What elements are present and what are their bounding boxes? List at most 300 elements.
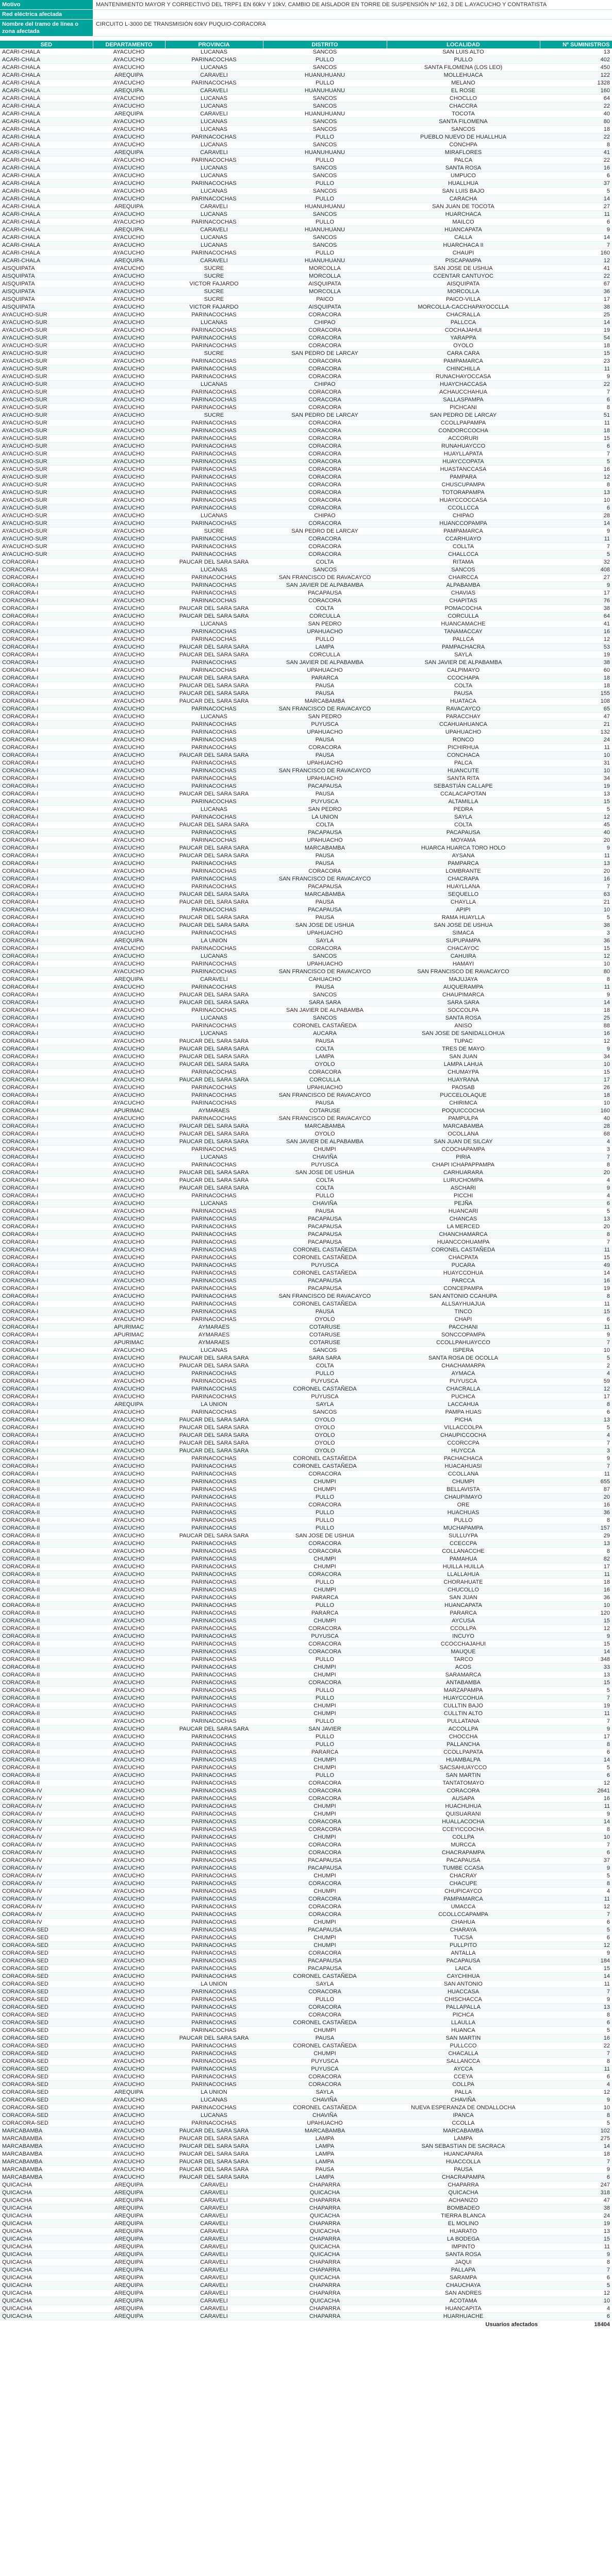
table-cell: SANCOS (263, 164, 387, 172)
table-row (0, 674, 612, 682)
table-cell: CORACORA-I (0, 1014, 93, 1022)
table-cell: CULLTIN BAJO (387, 1702, 540, 1710)
table-row (0, 775, 612, 783)
table-cell: AYACUCHO (93, 396, 165, 404)
table-row (0, 280, 612, 288)
table-cell: PARARCA (263, 1749, 387, 1756)
table-cell: CORACORA-I (0, 852, 93, 860)
table-row (0, 1656, 612, 1664)
table-cell: CORACORA-I (0, 1215, 93, 1223)
table-row (0, 1146, 612, 1154)
table-cell: LUCANAS (165, 95, 263, 103)
table-cell: 9 (540, 1725, 612, 1733)
table-cell: LA UNION (165, 1980, 263, 1988)
table-cell: OYOLO (263, 1130, 387, 1138)
table-cell: AYACUCHO (93, 728, 165, 736)
table-cell: CORACORA-I (0, 929, 93, 937)
table-cell: PARINACOCHAS (165, 1787, 263, 1795)
table-cell: ACARI-CHALA (0, 218, 93, 226)
table-row (0, 728, 612, 736)
table-cell: AYACUCHO (93, 1787, 165, 1795)
table-cell: UPAHUACHO (263, 667, 387, 674)
table-cell: 11 (540, 365, 612, 373)
table-cell: AYACUCHO (93, 512, 165, 520)
table-cell: CORACORA-I (0, 783, 93, 790)
table-row (0, 1973, 612, 1980)
table-cell: AYACUCHO (93, 1416, 165, 1424)
table-row (0, 265, 612, 273)
table-row (0, 164, 612, 172)
table-cell: 9 (540, 1996, 612, 2004)
table-row (0, 157, 612, 164)
table-cell: 24 (540, 736, 612, 744)
table-cell: CORACORA-SED (0, 2027, 93, 2035)
table-cell: AYACUCHO-SUR (0, 327, 93, 334)
table-cell: CHUMPI (263, 1803, 387, 1810)
table-cell: CORACORA-I (0, 1161, 93, 1169)
table-cell: HUAYRANA (387, 1076, 540, 1084)
table-cell: AYACUCHO (93, 365, 165, 373)
table-row (0, 520, 612, 528)
table-cell: BOMBADEO (387, 2205, 540, 2212)
table-row (0, 1756, 612, 1764)
table-cell: CALLA (387, 234, 540, 242)
table-cell: AYACUCHO (93, 350, 165, 358)
table-cell: PARINACOCHAS (165, 1895, 263, 1903)
table-cell: SAYLA (263, 1401, 387, 1409)
table-row (0, 2313, 612, 2320)
table-cell: CORACORA (263, 334, 387, 342)
table-cell: CORACORA-I (0, 860, 93, 868)
table-cell: AYACUCHO (93, 1609, 165, 1617)
table-cell: 5 (540, 1764, 612, 1772)
table-cell: AYACUCHO-SUR (0, 466, 93, 473)
table-cell: AYACUCHO (93, 1625, 165, 1633)
table-cell: CORACORA-I (0, 1285, 93, 1293)
table-cell: 14 (540, 319, 612, 327)
table-cell: CORACORA-II (0, 1733, 93, 1741)
table-cell: CORACORA-I (0, 968, 93, 976)
table-cell: HUANUHUANU (263, 226, 387, 234)
table-cell: CORACORA-IV (0, 1803, 93, 1810)
table-row (0, 1857, 612, 1865)
table-cell: 45 (540, 821, 612, 829)
table-cell: 21 (540, 899, 612, 906)
table-cell: 18 (540, 1092, 612, 1099)
table-cell: CONCHPA (387, 141, 540, 149)
table-cell: 6 (540, 1919, 612, 1926)
table-cell: PAUCAR DEL SARA SARA (165, 1130, 263, 1138)
table-cell: PAUCAR DEL SARA SARA (165, 852, 263, 860)
table-cell: CORACORA-IV (0, 1826, 93, 1834)
table-cell: CORACORA (263, 504, 387, 512)
table-cell: PULLO (263, 1524, 387, 1532)
table-cell: AYACUCHO (93, 1269, 165, 1277)
table-cell: AYACUCHO (93, 829, 165, 837)
table-row (0, 1192, 612, 1200)
table-cell: PULLO (263, 79, 387, 87)
table-row (0, 2212, 612, 2220)
table-cell: AISQUIPATA (0, 273, 93, 280)
table-row (0, 1138, 612, 1146)
table-cell: HUANCAPITA (387, 2305, 540, 2313)
table-cell: 80 (540, 118, 612, 126)
table-cell: CORACORA-SED (0, 1942, 93, 1950)
table-cell: PAUCAR DEL SARA SARA (165, 991, 263, 999)
table-cell: PAICO-VILLA (387, 296, 540, 303)
table-cell: CORONEL CASTAÑEDA (263, 1973, 387, 1980)
table-cell: 8 (540, 2011, 612, 2019)
table-cell: AREQUIPA (93, 203, 165, 211)
table-cell: CHAHUA (387, 1919, 540, 1926)
table-cell: PARINACOCHAS (165, 311, 263, 319)
table-cell: 33 (540, 1664, 612, 1671)
table-cell: AYACUCHO (93, 118, 165, 126)
table-cell: PARINACOCHAS (165, 736, 263, 744)
table-cell: CORACORA-SED (0, 1988, 93, 1996)
table-cell: HUANCAPARA (387, 2150, 540, 2158)
table-cell: CORACORA-I (0, 1432, 93, 1439)
table-cell: SULLUYPA (387, 1532, 540, 1540)
table-cell: 36 (540, 1594, 612, 1602)
table-cell: UPAHUACHO (263, 628, 387, 636)
table-row (0, 1115, 612, 1123)
table-cell: AYACUCHO-SUR (0, 404, 93, 412)
table-cell: PARINACOCHAS (165, 443, 263, 450)
table-cell: LAMPA (263, 643, 387, 651)
table-row (0, 79, 612, 87)
table-row (0, 2251, 612, 2259)
table-cell: CORACORA-I (0, 1362, 93, 1370)
table-cell: RAMA HUAYLLA (387, 914, 540, 922)
table-row (0, 1354, 612, 1362)
table-row (0, 1633, 612, 1640)
table-cell: PACHACHACA (387, 1455, 540, 1463)
table-cell: COTARUSE (263, 1331, 387, 1339)
table-cell: AYACUCHO (93, 875, 165, 883)
table-cell: AYACUCHO (93, 1169, 165, 1177)
table-cell: PARINACOCHAS (165, 582, 263, 589)
table-row (0, 1501, 612, 1509)
table-cell: PAUCAR DEL SARA SARA (165, 1416, 263, 1424)
table-cell: AYACUCHO (93, 1501, 165, 1509)
table-row (0, 1787, 612, 1795)
table-cell: CARAVELI (165, 976, 263, 984)
table-cell: PULLO (263, 249, 387, 257)
table-cell: AYACUCHO (93, 458, 165, 466)
table-cell: AYACUCHO (93, 427, 165, 435)
table-cell: 13 (540, 2004, 612, 2011)
table-cell: 24 (540, 2212, 612, 2220)
table-cell: PAOSAB (387, 1084, 540, 1092)
table-cell: PAUCAR DEL SARA SARA (165, 899, 263, 906)
table-cell: ACOTAMA (387, 2297, 540, 2305)
table-cell: PARINACOCHAS (165, 759, 263, 767)
table-cell: CHAPARRA (263, 2282, 387, 2290)
table-cell: AYACUCHO (93, 1200, 165, 1208)
table-cell: PACAPAUSA (263, 1926, 387, 1934)
table-cell: PULLO (263, 1602, 387, 1609)
table-cell: CORACORA-I (0, 752, 93, 759)
table-row (0, 2027, 612, 2035)
table-row (0, 2004, 612, 2011)
table-cell: AYACUCHO-SUR (0, 481, 93, 489)
table-cell: SAN JAVIER DE ALPABAMBA (263, 1138, 387, 1146)
table-row (0, 543, 612, 551)
table-cell: QUICACHA (263, 2274, 387, 2282)
table-cell: 15 (540, 1308, 612, 1316)
table-cell: PARINACOCHAS (165, 1463, 263, 1470)
table-cell: ACARI-CHALA (0, 118, 93, 126)
table-cell: AYACUCHO (93, 574, 165, 582)
table-cell: AYACUCHO (93, 1130, 165, 1138)
table-cell: CORACORA-I (0, 1045, 93, 1053)
table-cell: PARINACOCHAS (165, 574, 263, 582)
table-cell: AYACUCHO (93, 334, 165, 342)
table-cell: IPANCA (387, 2112, 540, 2120)
table-cell: PICHCANI (387, 404, 540, 412)
table-cell: AYACUCHO (93, 682, 165, 690)
table-cell: SAN FRANCISCO DE RAVACAYCO (263, 1115, 387, 1123)
table-cell: PARINACOCHAS (165, 489, 263, 497)
table-cell: 12 (540, 1625, 612, 1633)
table-cell: PARINACOCHAS (165, 327, 263, 334)
table-cell: AYACUCHO (93, 48, 165, 56)
table-cell: CORACORA (263, 1640, 387, 1648)
table-cell: MORCOLLA-CACCHAPAYOCCLLA (387, 303, 540, 311)
table-cell: 12 (540, 1038, 612, 1045)
table-cell: PARINACOCHAS (165, 1911, 263, 1919)
table-cell: 15 (540, 1617, 612, 1625)
table-cell: 8 (540, 141, 612, 149)
table-header-row (0, 41, 612, 48)
table-cell: AYACUCHO (93, 1517, 165, 1524)
table-cell: PARINACOCHAS (165, 1872, 263, 1880)
table-row (0, 1053, 612, 1061)
table-cell: CHACRAPAMPA (387, 2174, 540, 2181)
table-cell: HUAYLLAPATA (387, 450, 540, 458)
table-row (0, 1038, 612, 1045)
table-cell: SAN ANTONIO CCAHUPA (387, 1293, 540, 1300)
table-row (0, 2143, 612, 2150)
table-cell: CORACORA-I (0, 1354, 93, 1362)
table-cell: AYACUCHO (93, 1285, 165, 1293)
table-cell: AYACUCHO (93, 1509, 165, 1517)
table-cell: AYACUCHO (93, 504, 165, 512)
table-row (0, 1494, 612, 1501)
table-cell: CARAVELI (165, 2220, 263, 2228)
table-cell: AYACUCHO (93, 1780, 165, 1787)
table-cell: 11 (540, 1571, 612, 1579)
table-cell: PAUCAR DEL SARA SARA (165, 1447, 263, 1455)
table-cell: LAICA (387, 1965, 540, 1973)
table-cell: 318 (540, 2189, 612, 2197)
table-cell: CORACORA-I (0, 1339, 93, 1347)
table-cell: PARINACOCHAS (165, 1393, 263, 1401)
table-cell: PARINACOCHAS (165, 1478, 263, 1486)
table-cell: AYACUCHO (93, 1215, 165, 1223)
table-cell: TRES DE MAYO (387, 1045, 540, 1053)
table-cell: PARINACOCHAS (165, 1579, 263, 1586)
table-cell: AYACUCHO (93, 852, 165, 860)
table-cell: AYACUCHO (93, 1733, 165, 1741)
table-cell: PAUCAR DEL SARA SARA (165, 2150, 263, 2158)
table-cell: HUAYCCOHUA (387, 1269, 540, 1277)
table-cell: CORACORA-SED (0, 2104, 93, 2112)
table-cell: MARCABAMBA (0, 2127, 93, 2135)
table-cell: CORACORA-I (0, 1208, 93, 1215)
table-row (0, 103, 612, 110)
table-cell: AYACUCHO (93, 1996, 165, 2004)
table-cell: 247 (540, 2181, 612, 2189)
table-cell: 8 (540, 1231, 612, 1239)
table-cell: PARINACOCHAS (165, 1277, 263, 1285)
table-cell: PULLO (263, 1656, 387, 1664)
table-cell: 20 (540, 1223, 612, 1231)
table-row (0, 883, 612, 891)
table-row (0, 1014, 612, 1022)
table-cell: 14 (540, 999, 612, 1007)
table-cell: 8 (540, 404, 612, 412)
table-cell: CORACORA (263, 311, 387, 319)
table-cell: PARINACOCHAS (165, 1934, 263, 1942)
table-cell: 7 (540, 388, 612, 396)
table-cell: AYACUCHO (93, 2073, 165, 2081)
table-cell: CCOCCHAJAHUI (387, 1640, 540, 1648)
table-row (0, 1424, 612, 1432)
table-row (0, 597, 612, 605)
table-cell: 76 (540, 597, 612, 605)
table-cell: 36 (540, 937, 612, 945)
table-cell: PARINACOCHAS (165, 597, 263, 605)
table-cell: 12 (540, 814, 612, 821)
table-cell: AYACUCHO (93, 373, 165, 381)
table-cell: SAYLA (263, 937, 387, 945)
table-cell: CORACORA-SED (0, 1957, 93, 1965)
table-cell: MARCABAMBA (0, 2150, 93, 2158)
table-cell: CORACORA (263, 1780, 387, 1787)
table-cell: CORACORA-SED (0, 2120, 93, 2127)
table-cell: AYACUCHO (93, 1177, 165, 1184)
table-cell: SAYLA (387, 651, 540, 659)
table-row (0, 906, 612, 914)
table-cell: CORACORA (263, 1988, 387, 1996)
table-row (0, 273, 612, 280)
table-cell: MARCABAMBA (263, 698, 387, 705)
table-cell: 157 (540, 1524, 612, 1532)
table-cell: SAN ANDRES (387, 2290, 540, 2297)
table-cell: SAN FRANCISCO DE RAVACAYCO (263, 767, 387, 775)
table-cell: PAUCAR DEL SARA SARA (165, 914, 263, 922)
table-cell: CORACORA (263, 1470, 387, 1478)
table-cell: 40 (540, 829, 612, 837)
table-cell: CAHUACHO (263, 976, 387, 984)
table-cell: 11 (540, 419, 612, 427)
table-cell: AYSANA (387, 852, 540, 860)
table-cell: PACAPAUSA (263, 1857, 387, 1865)
table-cell: AYACUCHO (93, 1950, 165, 1957)
table-cell: MARCABAMBA (0, 2135, 93, 2143)
table-row (0, 365, 612, 373)
table-cell: CORACORA (263, 1540, 387, 1548)
table-cell: CARAVELI (165, 2305, 263, 2313)
table-cell: CHOCCHA (387, 1733, 540, 1741)
table-cell: PICHCA (387, 2011, 540, 2019)
table-cell: PARINACOCHAS (165, 1524, 263, 1532)
table-cell: PARINACOCHAS (165, 1741, 263, 1749)
table-cell: CORACORA-IV (0, 1888, 93, 1895)
table-cell: 9 (540, 1950, 612, 1957)
table-cell: CORACORA (263, 1501, 387, 1509)
table-cell: CORACORA (263, 327, 387, 334)
table-cell: AYACUCHO-SUR (0, 419, 93, 427)
table-row (0, 1579, 612, 1586)
table-row (0, 388, 612, 396)
table-cell: 12 (540, 257, 612, 265)
table-cell: SAN FRANCISCO DE RAVACAYCO (263, 1293, 387, 1300)
table-row (0, 1919, 612, 1926)
table-cell: AYACUCHO (93, 628, 165, 636)
table-cell: CORACORA-I (0, 1022, 93, 1030)
table-row (0, 744, 612, 752)
table-cell: 29 (540, 1532, 612, 1540)
red-label: Red eléctrica afectada (0, 10, 93, 20)
table-cell: SAN JAVIER DE ALPABAMBA (263, 659, 387, 667)
table-body (0, 48, 612, 2320)
table-cell: PUYUSCA (263, 1262, 387, 1269)
table-cell: PULLO (263, 1192, 387, 1200)
table-cell: CHACRALLA (387, 311, 540, 319)
table-cell: MIRAFLORES (387, 149, 540, 157)
table-row (0, 953, 612, 960)
table-cell: CHOCLLO (387, 95, 540, 103)
table-row (0, 2189, 612, 2197)
table-cell: CHUMPI (263, 1942, 387, 1950)
table-cell: HUANCCOHUAMPA (387, 1239, 540, 1246)
table-cell: AYACUCHO (93, 404, 165, 412)
table-cell: AYACUCHO (93, 1092, 165, 1099)
table-cell: AYACUCHO (93, 960, 165, 968)
table-cell: CORACORA (263, 1826, 387, 1834)
table-cell: LURUCHOMPA (387, 1177, 540, 1184)
table-cell: 5 (540, 1354, 612, 1362)
table-cell: PAUCAR DEL SARA SARA (165, 690, 263, 698)
table-cell: CORACORA-II (0, 1780, 93, 1787)
table-row (0, 1331, 612, 1339)
table-row (0, 1524, 612, 1532)
table-cell: POMACOCHA (387, 605, 540, 613)
table-cell: PACAPAUSA (263, 1215, 387, 1223)
table-cell: PARINACOCHAS (165, 628, 263, 636)
table-cell: ACARI-CHALA (0, 234, 93, 242)
table-cell: ACARI-CHALA (0, 149, 93, 157)
table-cell: 13 (540, 1215, 612, 1223)
table-row (0, 334, 612, 342)
table-cell: 9 (540, 373, 612, 381)
table-cell: APURIMAC (93, 1339, 165, 1347)
table-cell: ACARI-CHALA (0, 133, 93, 141)
table-cell: CHIPAO (263, 381, 387, 388)
table-cell: AISQUIPATA (387, 280, 540, 288)
table-cell: PARINACOCHAS (165, 1099, 263, 1107)
table-cell: 51 (540, 412, 612, 419)
table-cell: 22 (540, 133, 612, 141)
table-cell: CORACORA-I (0, 1069, 93, 1076)
table-cell: CORONEL CASTAÑEDA (263, 2042, 387, 2050)
table-cell: AYACUCHO (93, 1123, 165, 1130)
table-cell: SANCOS (263, 141, 387, 149)
table-row (0, 806, 612, 814)
